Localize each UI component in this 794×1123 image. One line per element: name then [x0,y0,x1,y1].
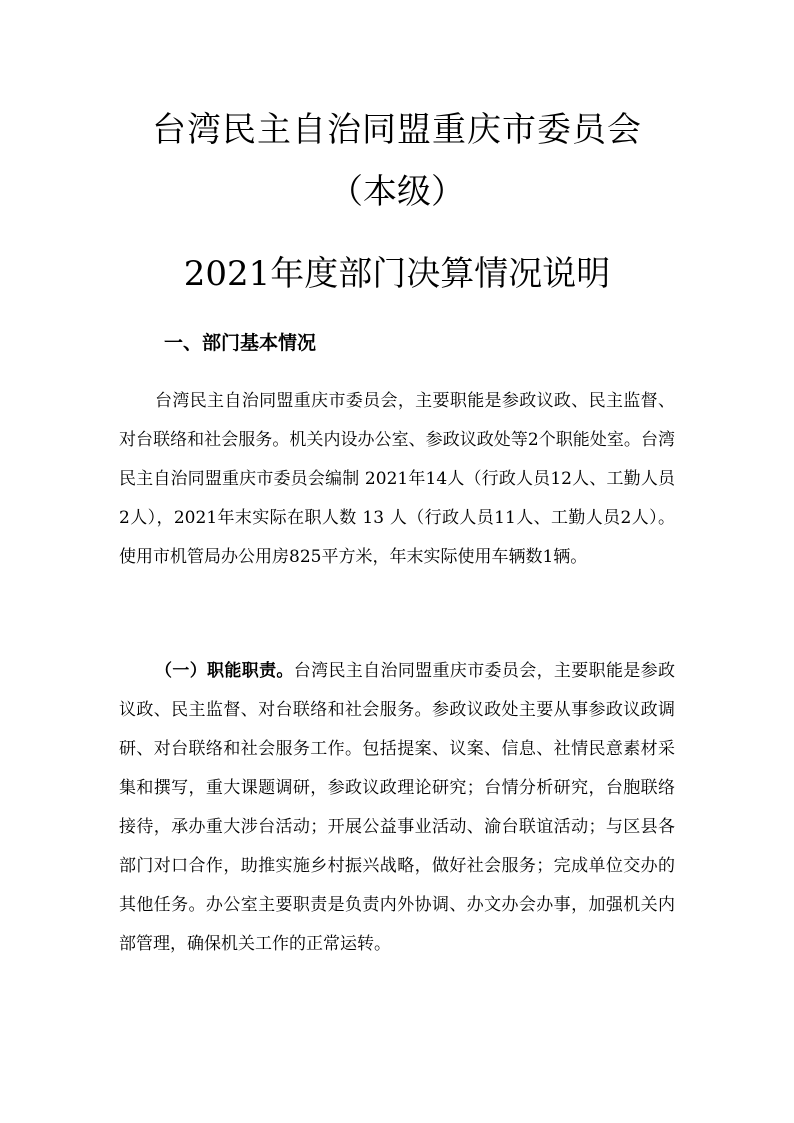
paragraph-overview: 台湾民主自治同盟重庆市委员会，主要职能是参政议政、民主监督、对台联络和社会服务。机关内设办公室、参政议政处等2个职能处室。台湾民主自治同盟重庆市委员会编制 2021年14人（行政人员12人、工勤人员2人），2021年末实际在职人数 13 人（行政人员11人、工勤人员2人）。使用市机管局办公用房825平方米，年末实际使用车辆数1辆。 [119,391,675,567]
title-scope: （本级） [329,172,465,212]
title-report: 2021年度部门决算情况说明 [183,254,611,294]
paragraph-lead: （一）职能职责。 [155,661,294,681]
paragraph-responsibilities [119,652,675,964]
paragraph-body: 台湾民主自治同盟重庆市委员会，主要职能是参政议政、民主监督、对台联络和社会服务。参政议政处主要从事参政议政调研、对台联络和社会服务工作。包括提案、议案、信息、社情民意素材采集和撰写，重大课题调研，参政议政理论研究；台情分析研究，台胞联络接待，承办重大涉台活动；开展公益事业活动、渝台联谊活动；与区县各部门对口合作，助推实施乡村振兴战略，做好社会服务；完成单位交办的其他任务。办公室主要职责是负责内外协调、办文办会办事，加强机关内部管理，确保机关工作的正常运转。 [119,661,676,954]
section-heading-basic-info: 一、部门基本情况 [164,332,317,354]
title-organization: 台湾民主自治同盟重庆市委员会 [152,110,642,150]
